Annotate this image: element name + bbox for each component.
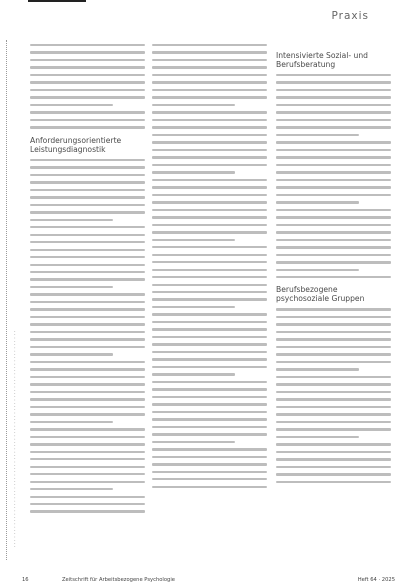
body-text-line: [276, 316, 391, 318]
body-text-line: [152, 313, 267, 315]
body-text-line: [30, 66, 145, 68]
body-text-line: [152, 156, 267, 158]
body-text-line: [30, 473, 145, 475]
body-text-line: [152, 306, 235, 308]
body-text-line: [152, 291, 267, 293]
body-text-line: [152, 194, 267, 196]
body-text-line: [276, 323, 391, 325]
body-text-line: [276, 428, 391, 430]
body-text-line: [276, 368, 359, 370]
body-text-line: [152, 74, 267, 76]
body-text-line: [276, 383, 391, 385]
body-text-line: [30, 428, 145, 430]
body-text-line: [30, 301, 145, 303]
body-text-line: [152, 149, 267, 151]
body-text-line: [276, 104, 391, 106]
body-text-line: [30, 74, 145, 76]
top-edge-rule: [28, 0, 86, 2]
body-text-line: [152, 298, 267, 300]
body-text-line: [30, 383, 145, 385]
body-text-line: [276, 96, 391, 98]
body-text-line: [30, 189, 145, 191]
body-text-line: [152, 119, 267, 121]
body-text-line: [152, 366, 267, 368]
body-text-line: [30, 211, 145, 213]
body-text-line: [152, 471, 267, 473]
body-text-line: [152, 201, 267, 203]
body-text-line: [152, 224, 267, 226]
body-text-line: [276, 81, 391, 83]
body-text-line: [30, 89, 145, 91]
body-text-line: [152, 328, 267, 330]
body-text-line: [30, 181, 145, 183]
body-text-line: [276, 391, 391, 393]
body-text-line: [30, 234, 145, 236]
section-heading: Berufsbezogene psychosoziale Gruppen: [276, 285, 365, 304]
body-text-line: [30, 119, 145, 121]
body-text-line: [276, 74, 391, 76]
body-text-line: [30, 308, 145, 310]
body-text-line: [276, 89, 391, 91]
body-text-line: [152, 426, 267, 428]
body-text-line: [276, 308, 391, 310]
body-text-line: [30, 126, 145, 128]
body-text-line: [276, 171, 391, 173]
body-text-line: [30, 104, 113, 106]
body-text-line: [276, 261, 391, 263]
body-text-line: [30, 196, 145, 198]
body-text-line: [30, 488, 113, 490]
body-text-line: [152, 89, 267, 91]
body-text-line: [152, 358, 267, 360]
body-text-line: [152, 456, 267, 458]
margin-note-placeholder: · · · · · · · · · · · · · · · · · · · · · · · · · · · · · · · · · · · · · · · · · · · · · · · · · · · · · · · · · · · · · · · · · · ·: [13, 330, 19, 548]
body-text-line: [276, 216, 391, 218]
body-text-line: [30, 443, 145, 445]
body-text-line: [30, 436, 145, 438]
body-text-line: [30, 278, 145, 280]
text-column-3: [276, 44, 391, 488]
body-text-line: [30, 166, 145, 168]
body-text-line: [30, 376, 145, 378]
body-text-line: [30, 496, 145, 498]
body-text-line: [276, 353, 391, 355]
body-text-line: [276, 451, 391, 453]
body-text-line: [152, 373, 235, 375]
body-text-line: [152, 463, 267, 465]
body-text-line: [152, 418, 267, 420]
body-text-line: [30, 111, 145, 113]
body-text-line: [152, 111, 267, 113]
body-text-line: [30, 44, 145, 46]
body-text-line: [30, 249, 145, 251]
section-heading: Intensivierte Sozial- und Berufsberatung: [276, 51, 368, 69]
body-text-line: [30, 81, 145, 83]
body-text-line: [152, 486, 267, 488]
body-text-line: [152, 179, 267, 181]
body-text-line: [152, 478, 267, 480]
body-text-line: [152, 448, 267, 450]
body-text-line: [30, 466, 145, 468]
body-text-line: [276, 156, 391, 158]
body-text-line: [30, 204, 145, 206]
body-text-line: [30, 159, 145, 161]
body-text-line: [276, 141, 391, 143]
body-text-line: [30, 406, 145, 408]
body-text-line: [30, 421, 113, 423]
body-text-line: [152, 231, 267, 233]
body-text-line: [152, 51, 267, 53]
body-text-line: [30, 59, 145, 61]
body-text-line: [152, 261, 267, 263]
body-text-line: [30, 361, 145, 363]
body-text-line: [30, 323, 145, 325]
body-text-line: [276, 186, 391, 188]
body-text-line: [152, 396, 267, 398]
body-text-line: [152, 441, 235, 443]
body-text-line: [152, 343, 267, 345]
body-text-line: [276, 276, 391, 278]
body-text-line: [276, 421, 391, 423]
body-text-line: [152, 141, 267, 143]
body-text-line: [152, 44, 267, 46]
body-text-line: [30, 96, 145, 98]
body-text-line: [152, 276, 267, 278]
body-text-line: [152, 126, 267, 128]
body-text-line: [276, 406, 391, 408]
section-heading: Anforderungsorientierte Leistungsdiagnostik: [30, 135, 122, 154]
text-column-2: [152, 44, 267, 493]
body-text-line: [152, 269, 267, 271]
body-text-line: [276, 194, 391, 196]
body-text-line: [276, 134, 359, 136]
body-text-line: [276, 164, 391, 166]
body-text-line: [30, 174, 145, 176]
journal-name: Zeitschrift für Arbeitsbezogene Psychologie: [62, 577, 175, 583]
body-text-line: [30, 293, 145, 295]
body-text-line: [276, 436, 359, 438]
body-text-line: [276, 209, 391, 211]
body-text-line: [276, 126, 391, 128]
body-text-line: [152, 164, 267, 166]
body-text-line: [152, 381, 267, 383]
body-text-line: [152, 254, 267, 256]
body-text-line: [30, 413, 145, 415]
body-text-line: [30, 503, 145, 505]
body-text-line: [276, 481, 391, 483]
body-text-line: [152, 186, 267, 188]
body-text-line: [276, 338, 391, 340]
issue-info: Heft 64 · 2025: [357, 577, 395, 583]
body-text-line: [30, 346, 145, 348]
section-header: Praxis: [331, 10, 369, 22]
body-text-line: [30, 398, 145, 400]
body-text-line: [152, 433, 267, 435]
text-column-1: [30, 44, 145, 518]
body-text-line: [30, 264, 145, 266]
body-text-line: [276, 443, 391, 445]
body-text-line: [152, 246, 267, 248]
body-text-line: [276, 346, 391, 348]
body-text-line: [152, 134, 267, 136]
body-text-line: [30, 256, 145, 258]
body-text-line: [152, 411, 267, 413]
body-text-line: [276, 246, 391, 248]
body-text-line: [276, 111, 391, 113]
body-text-line: [276, 231, 391, 233]
body-text-line: [30, 241, 145, 243]
body-text-line: [30, 338, 145, 340]
body-text-line: [276, 254, 391, 256]
body-text-line: [276, 361, 391, 363]
body-text-line: [30, 510, 145, 512]
body-text-line: [152, 216, 267, 218]
body-text-line: [30, 219, 113, 221]
body-text-line: [276, 119, 391, 121]
body-text-line: [152, 388, 267, 390]
body-text-line: [276, 466, 391, 468]
body-text-line: [152, 81, 267, 83]
body-text-line: [276, 473, 391, 475]
body-text-line: [152, 59, 267, 61]
page-number: 16: [22, 577, 29, 583]
body-text-line: [152, 104, 235, 106]
body-text-line: [152, 403, 267, 405]
body-text-line: [276, 224, 391, 226]
body-text-line: [30, 451, 145, 453]
body-text-line: [30, 331, 145, 333]
body-text-line: [276, 269, 359, 271]
body-text-line: [152, 96, 267, 98]
body-text-line: [152, 284, 267, 286]
body-text-line: [276, 413, 391, 415]
body-text-line: [30, 271, 145, 273]
body-text-line: [276, 331, 391, 333]
body-text-line: [152, 239, 235, 241]
body-text-line: [276, 398, 391, 400]
body-text-line: [152, 351, 267, 353]
body-text-line: [152, 66, 267, 68]
body-text-line: [276, 376, 391, 378]
body-text-line: [152, 171, 235, 173]
copyright-margin-note: [6, 40, 19, 560]
body-text-line: [152, 209, 267, 211]
body-text-line: [276, 179, 391, 181]
body-text-line: [30, 481, 145, 483]
body-text-line: [30, 51, 145, 53]
body-text-line: [30, 286, 113, 288]
body-text-line: [30, 391, 145, 393]
body-text-line: [276, 239, 391, 241]
body-text-line: [30, 353, 113, 355]
body-text-line: [30, 316, 145, 318]
body-text-line: [276, 201, 359, 203]
body-text-line: [152, 336, 267, 338]
body-text-line: [276, 149, 391, 151]
body-text-line: [152, 321, 267, 323]
body-text-line: [30, 458, 145, 460]
body-text-line: [276, 458, 391, 460]
body-text-line: [30, 226, 145, 228]
body-text-line: [30, 368, 145, 370]
